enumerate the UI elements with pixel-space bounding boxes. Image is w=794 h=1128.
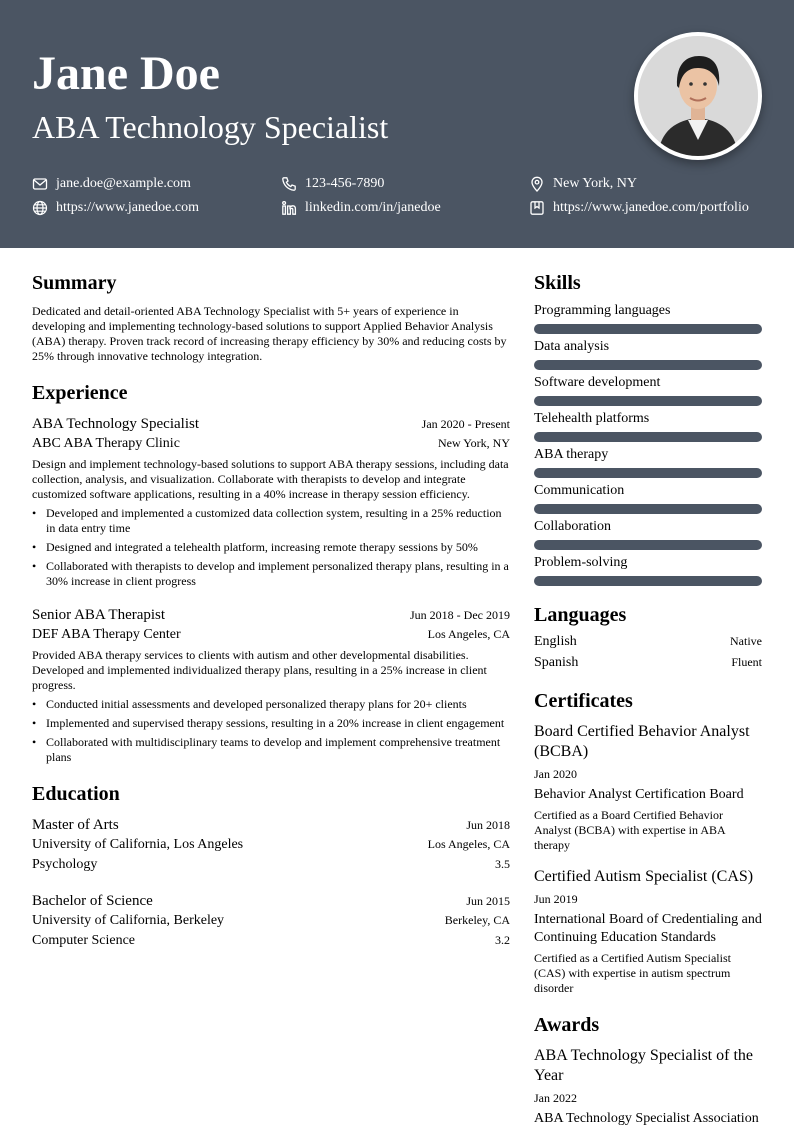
skill-item — [534, 374, 762, 406]
school-location: Berkeley, CA — [444, 913, 510, 927]
graduation-date: Jun 2018 — [466, 818, 510, 832]
education-entry — [32, 891, 510, 951]
certificate-title: Board Certified Behavior Analyst (BCBA) — [534, 723, 750, 760]
skill-name: Programming languages — [534, 303, 671, 318]
email-text: jane.doe@example.com — [56, 176, 191, 191]
language-item — [534, 632, 762, 651]
school: University of California, Los Angeles — [32, 837, 244, 852]
certificate-title: Certified Autism Specialist (CAS) — [534, 868, 754, 885]
experience-section — [32, 380, 510, 765]
candidate-title: ABA Technology Specialist — [32, 109, 389, 145]
job-location: New York, NY — [437, 436, 510, 450]
job-description: Design and implement technology-based solutions to support ABA therapy sessions, including data collection, analysis, and visualization. Collaborate with therapists to develop and integrate customized software applications, resulting in a 40% increase in therapy session efficiency. — [32, 457, 509, 501]
language-name: English — [534, 634, 577, 649]
phone-text: 123-456-7890 — [305, 176, 385, 191]
location-pin-icon — [529, 176, 545, 192]
job-bullets — [32, 697, 510, 765]
contact-website[interactable] — [32, 199, 199, 217]
awards-heading: Awards — [534, 1014, 600, 1036]
job-bullets — [32, 506, 510, 589]
awards-section — [534, 1012, 762, 1128]
job-company: DEF ABA Therapy Center — [32, 627, 181, 642]
job-dates: Jun 2018 - Dec 2019 — [410, 608, 510, 622]
skill-level-bar — [534, 324, 762, 334]
job-bullet: • Conducted initial assessments and developed personalized therapy plans for 20+ clients — [32, 697, 510, 712]
location-text: New York, NY — [553, 176, 638, 191]
summary-section — [32, 270, 510, 364]
job-location: Los Angeles, CA — [427, 627, 510, 641]
right-column — [534, 270, 762, 1128]
skill-name: Collaboration — [534, 519, 611, 534]
job-company: ABC ABA Therapy Clinic — [32, 436, 180, 451]
certificate-issuer: International Board of Credentialing and Continuing Education Standards — [534, 912, 762, 945]
skill-item — [534, 482, 762, 514]
education-section — [32, 781, 510, 951]
language-name: Spanish — [534, 655, 579, 670]
skill-level-bar — [534, 360, 762, 370]
profile-photo-illustration — [638, 36, 758, 156]
linkedin-icon — [281, 200, 297, 216]
skill-level-bar — [534, 396, 762, 406]
profile-photo — [634, 32, 762, 160]
language-item — [534, 653, 762, 672]
award-item — [534, 1046, 762, 1128]
left-column — [32, 270, 510, 951]
award-date: Jan 2022 — [534, 1091, 577, 1105]
job-title: Senior ABA Therapist — [32, 607, 166, 623]
skill-level-bar — [534, 576, 762, 586]
award-title: ABA Technology Specialist of the Year — [534, 1047, 753, 1084]
job-bullet: • Designed and integrated a telehealth platform, increasing remote therapy sessions by 50% — [32, 540, 510, 555]
skill-name: Problem-solving — [534, 555, 628, 570]
summary-text: Dedicated and detail-oriented ABA Technology Specialist with 5+ years of experience in developing and implementing technology-based solutions to support Applied Behavior Analysis (ABA) therapy. Proven track record of increasing therapy efficiency by 30% and reducing costs by 25% through innovative technology integration. — [32, 304, 507, 363]
award-issuer: ABA Technology Specialist Association — [534, 1111, 759, 1126]
language-level: Fluent — [731, 655, 762, 669]
languages-heading: Languages — [534, 604, 627, 626]
certificate-issuer: Behavior Analyst Certification Board — [534, 787, 744, 802]
contact-phone[interactable] — [281, 175, 384, 193]
contact-email[interactable] — [32, 175, 191, 193]
certificate-item — [534, 867, 762, 996]
skill-item — [534, 302, 762, 334]
portfolio-link: https://www.janedoe.com/portfolio — [553, 200, 749, 215]
mail-icon — [32, 176, 48, 192]
job-bullet: • Collaborated with therapists to develop and implement personalized therapy plans, resulting in a 30% increase in client progress — [32, 559, 510, 589]
school-location: Los Angeles, CA — [427, 837, 510, 851]
education-entry — [32, 815, 510, 875]
skill-item — [534, 518, 762, 550]
linkedin-link: linkedin.com/in/janedoe — [305, 200, 441, 215]
certificates-heading: Certificates — [534, 690, 633, 712]
skill-name: Telehealth platforms — [534, 411, 650, 426]
contact-portfolio[interactable] — [529, 199, 749, 217]
contact-location — [529, 175, 637, 193]
certificate-description: Certified as a Board Certified Behavior Analyst (BCBA) with expertise in ABA therapy — [534, 808, 725, 852]
job-bullet: • Collaborated with multidisciplinary teams to develop and implement comprehensive treatment plans — [32, 735, 510, 765]
skill-level-bar — [534, 540, 762, 550]
skill-name: Communication — [534, 483, 625, 498]
experience-heading: Experience — [32, 382, 128, 404]
certificate-description: Certified as a Certified Autism Specialist (CAS) with expertise in autism spectrum disorder — [534, 951, 731, 995]
skill-name: Software development — [534, 375, 661, 390]
contact-linkedin[interactable] — [281, 199, 441, 217]
portfolio-icon — [529, 200, 545, 216]
job-bullet: • Developed and implemented a customized data collection system, resulting in a 25% reduction in data entry time — [32, 506, 510, 536]
certificate-date: Jun 2019 — [534, 892, 578, 906]
skill-name: ABA therapy — [534, 447, 609, 462]
field-of-study: Computer Science — [32, 933, 136, 948]
phone-icon — [281, 176, 297, 192]
certificates-section — [534, 688, 762, 996]
graduation-date: Jun 2015 — [466, 894, 510, 908]
skill-item — [534, 338, 762, 370]
skill-level-bar — [534, 504, 762, 514]
skill-item — [534, 554, 762, 586]
skills-heading: Skills — [534, 272, 581, 294]
skills-section — [534, 270, 762, 586]
experience-entry — [32, 414, 510, 589]
skill-name: Data analysis — [534, 339, 610, 354]
languages-section — [534, 602, 762, 672]
certificate-date: Jan 2020 — [534, 767, 577, 781]
skill-item — [534, 410, 762, 442]
skill-level-bar — [534, 468, 762, 478]
skill-level-bar — [534, 432, 762, 442]
skill-item — [534, 446, 762, 478]
website-link: https://www.janedoe.com — [56, 200, 199, 215]
job-description: Provided ABA therapy services to clients with autism and other developmental disabilities. Developed and implemented individualized therapy plans, resulting in a 25% increase in client progress. — [32, 648, 487, 692]
degree: Bachelor of Science — [32, 893, 153, 909]
gpa: 3.5 — [495, 857, 510, 871]
candidate-name: Jane Doe — [32, 47, 220, 100]
summary-heading: Summary — [32, 272, 117, 294]
certificate-item — [534, 722, 762, 853]
job-bullet: • Implemented and supervised therapy sessions, resulting in a 20% increase in client engagement — [32, 716, 510, 731]
experience-entry — [32, 605, 510, 765]
globe-icon — [32, 200, 48, 216]
degree: Master of Arts — [32, 817, 119, 833]
gpa: 3.2 — [495, 933, 510, 947]
school: University of California, Berkeley — [32, 913, 225, 928]
job-dates: Jan 2020 - Present — [421, 417, 510, 431]
language-level: Native — [730, 634, 762, 648]
education-heading: Education — [32, 783, 120, 805]
resume-header — [0, 0, 794, 248]
job-title: ABA Technology Specialist — [32, 416, 199, 432]
field-of-study: Psychology — [32, 857, 98, 872]
